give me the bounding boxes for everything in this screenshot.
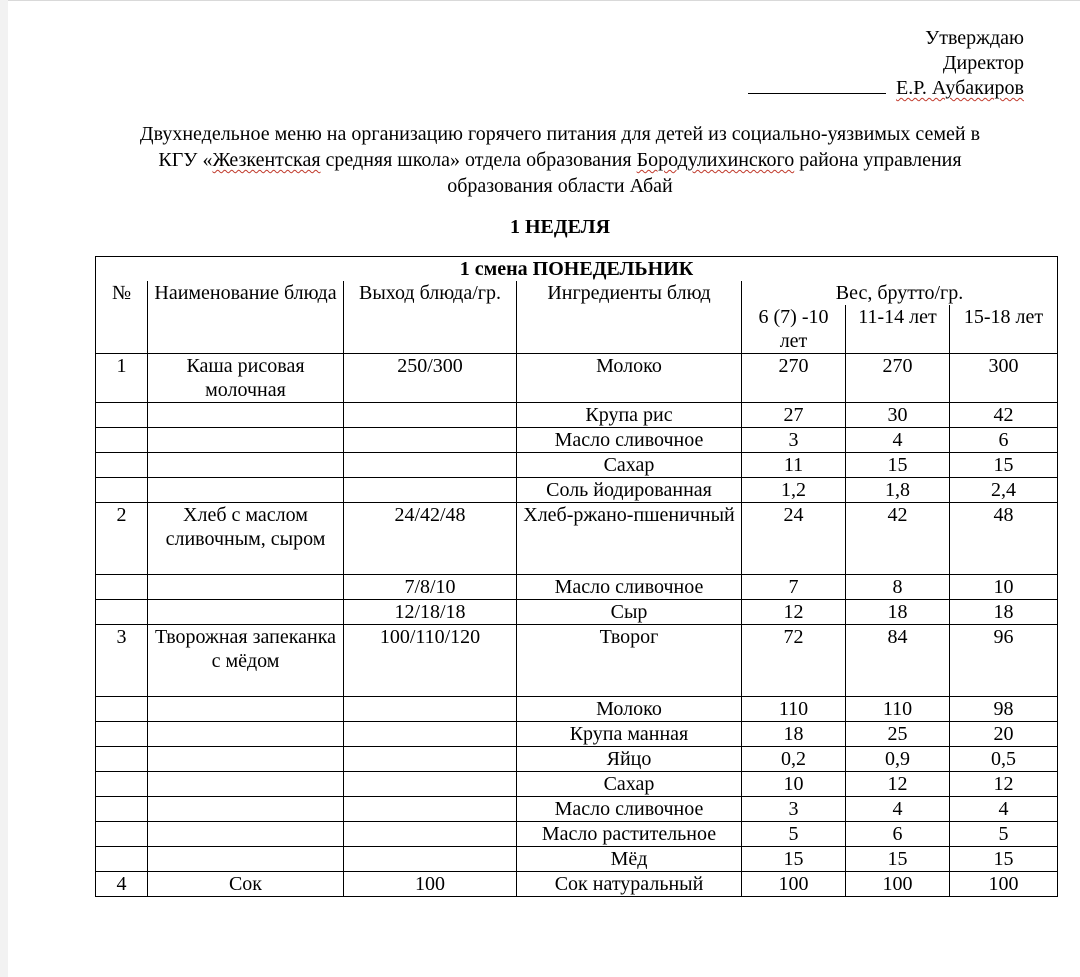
header-yield: Выход блюда/гр. [344,281,517,354]
cell-yield [344,403,517,428]
cell-num [96,575,148,600]
cell-num [96,722,148,747]
table-row [96,747,1058,772]
table-row [96,797,1058,822]
table-row [96,403,1058,428]
menu-table [95,256,1058,897]
cell-yield [344,428,517,453]
cell-weight-11-14: 15 [846,847,950,872]
cell-weight-6-10: 18 [742,722,846,747]
cell-dish [148,575,344,600]
cell-weight-6-10: 100 [742,872,846,897]
approval-word: Утверждаю [925,27,1024,49]
cell-weight-15-18: 20 [950,722,1058,747]
cell-weight-15-18: 48 [950,503,1058,575]
cell-dish [148,453,344,478]
title-line-3: образования области Абай [447,175,673,197]
title-line-2 [60,147,1060,173]
cell-weight-11-14: 110 [846,697,950,722]
shift-label: 1 смена ПОНЕДЕЛЬНИК [96,257,1058,282]
cell-num [96,847,148,872]
cell-weight-11-14: 1,8 [846,478,950,503]
cell-ingredient: Крупа манная [517,722,742,747]
title-line-1: Двухнедельное меню на организацию горячего питания для детей из социально-уязвимых семей в [139,123,981,145]
cell-weight-6-10: 5 [742,822,846,847]
cell-yield [344,847,517,872]
cell-dish [148,822,344,847]
cell-num: 2 [96,503,148,575]
cell-yield: 100/110/120 [344,625,517,697]
cell-num: 4 [96,872,148,897]
cell-num: 3 [96,625,148,697]
title-school-name: Жезкентская [212,149,321,171]
cell-ingredient: Крупа рис [517,403,742,428]
cell-num [96,453,148,478]
cell-weight-15-18: 2,4 [950,478,1058,503]
cell-num [96,697,148,722]
cell-weight-6-10: 1,2 [742,478,846,503]
cell-num [96,797,148,822]
cell-weight-6-10: 11 [742,453,846,478]
cell-weight-11-14: 4 [846,428,950,453]
table-row [96,697,1058,722]
cell-dish [148,772,344,797]
cell-weight-15-18: 98 [950,697,1058,722]
cell-dish: Хлеб с маслом сливочным, сыром [148,503,344,575]
cell-yield [344,772,517,797]
table-row [96,625,1058,697]
cell-ingredient: Яйцо [517,747,742,772]
table-row [96,453,1058,478]
cell-weight-6-10: 27 [742,403,846,428]
cell-weight-11-14: 84 [846,625,950,697]
cell-weight-11-14: 18 [846,600,950,625]
cell-ingredient: Молоко [517,697,742,722]
cell-num [96,822,148,847]
cell-yield: 7/8/10 [344,575,517,600]
cell-dish [148,847,344,872]
cell-num: 1 [96,354,148,403]
cell-weight-15-18: 100 [950,872,1058,897]
cell-weight-6-10: 3 [742,797,846,822]
cell-ingredient: Масло сливочное [517,797,742,822]
cell-weight-6-10: 7 [742,575,846,600]
cell-dish [148,403,344,428]
table-row [96,428,1058,453]
cell-ingredient: Творог [517,625,742,697]
cell-weight-15-18: 42 [950,403,1058,428]
cell-yield [344,478,517,503]
cell-dish [148,697,344,722]
cell-yield: 100 [344,872,517,897]
cell-dish [148,600,344,625]
table-row [96,872,1058,897]
week-label: 1 НЕДЕЛЯ [509,216,611,238]
cell-ingredient: Сахар [517,453,742,478]
cell-weight-15-18: 18 [950,600,1058,625]
cell-ingredient: Масло сливочное [517,428,742,453]
cell-ingredient: Мёд [517,847,742,872]
cell-weight-11-14: 6 [846,822,950,847]
cell-weight-6-10: 72 [742,625,846,697]
document-title [60,121,1060,199]
header-age-6-10: 6 (7) -10 лет [742,305,846,354]
table-row [96,822,1058,847]
title-district-name: Бородулихинского [636,149,795,171]
approval-signature-line [748,76,1024,101]
cell-weight-11-14: 0,9 [846,747,950,772]
cell-weight-11-14: 8 [846,575,950,600]
cell-num [96,403,148,428]
cell-weight-15-18: 6 [950,428,1058,453]
table-row [96,722,1058,747]
cell-ingredient: Молоко [517,354,742,403]
cell-ingredient: Сыр [517,600,742,625]
cell-weight-15-18: 96 [950,625,1058,697]
table-row [96,478,1058,503]
cell-weight-11-14: 25 [846,722,950,747]
approval-position: Директор [942,52,1024,74]
approval-signer: Е.Р. Аубакиров [896,77,1024,99]
table-row [96,847,1058,872]
cell-weight-15-18: 10 [950,575,1058,600]
header-row [96,281,1058,305]
signature-blank [748,77,886,94]
cell-dish [148,428,344,453]
cell-num [96,428,148,453]
cell-ingredient: Хлеб-ржано-пшеничный [517,503,742,575]
cell-weight-6-10: 12 [742,600,846,625]
cell-yield [344,797,517,822]
cell-weight-6-10: 3 [742,428,846,453]
header-age-11-14: 11-14 лет [846,305,950,354]
cell-weight-15-18: 15 [950,847,1058,872]
cell-weight-11-14: 42 [846,503,950,575]
cell-weight-6-10: 270 [742,354,846,403]
cell-ingredient: Масло растительное [517,822,742,847]
header-weight: Вес, брутто/гр. [742,281,1058,305]
cell-yield [344,453,517,478]
title-part: КГУ « [158,149,213,171]
cell-weight-15-18: 5 [950,822,1058,847]
page-margin-bar [0,0,8,977]
cell-weight-15-18: 4 [950,797,1058,822]
cell-weight-11-14: 4 [846,797,950,822]
table-row [96,354,1058,403]
title-part: района управления [794,149,962,171]
cell-ingredient: Сок натуральный [517,872,742,897]
approval-block [748,26,1024,101]
table-row [96,575,1058,600]
cell-dish [148,747,344,772]
header-ingredients: Ингредиенты блюд [517,281,742,354]
cell-weight-11-14: 15 [846,453,950,478]
table-row [96,503,1058,575]
cell-num [96,478,148,503]
cell-yield: 250/300 [344,354,517,403]
cell-yield: 12/18/18 [344,600,517,625]
cell-weight-11-14: 12 [846,772,950,797]
cell-weight-6-10: 110 [742,697,846,722]
cell-ingredient: Сахар [517,772,742,797]
cell-weight-6-10: 10 [742,772,846,797]
cell-num [96,747,148,772]
cell-weight-11-14: 30 [846,403,950,428]
header-num: № [96,281,148,354]
cell-yield [344,722,517,747]
cell-num [96,772,148,797]
cell-weight-15-18: 300 [950,354,1058,403]
cell-ingredient: Соль йодированная [517,478,742,503]
cell-yield: 24/42/48 [344,503,517,575]
table-row [96,600,1058,625]
cell-yield [344,747,517,772]
cell-num [96,600,148,625]
cell-yield [344,822,517,847]
cell-weight-15-18: 12 [950,772,1058,797]
cell-weight-6-10: 15 [742,847,846,872]
cell-dish: Творожная запеканка с мёдом [148,625,344,697]
cell-dish: Каша рисовая молочная [148,354,344,403]
cell-weight-15-18: 15 [950,453,1058,478]
shift-row [96,257,1058,282]
cell-dish [148,478,344,503]
cell-weight-6-10: 24 [742,503,846,575]
cell-weight-11-14: 270 [846,354,950,403]
title-part: средняя школа» отдела образования [320,149,637,171]
cell-dish [148,797,344,822]
cell-dish [148,722,344,747]
header-age-15-18: 15-18 лет [950,305,1058,354]
cell-ingredient: Масло сливочное [517,575,742,600]
cell-dish: Сок [148,872,344,897]
table-row [96,772,1058,797]
cell-weight-6-10: 0,2 [742,747,846,772]
header-dish-name: Наименование блюда [148,281,344,354]
cell-weight-15-18: 0,5 [950,747,1058,772]
cell-yield [344,697,517,722]
cell-weight-11-14: 100 [846,872,950,897]
